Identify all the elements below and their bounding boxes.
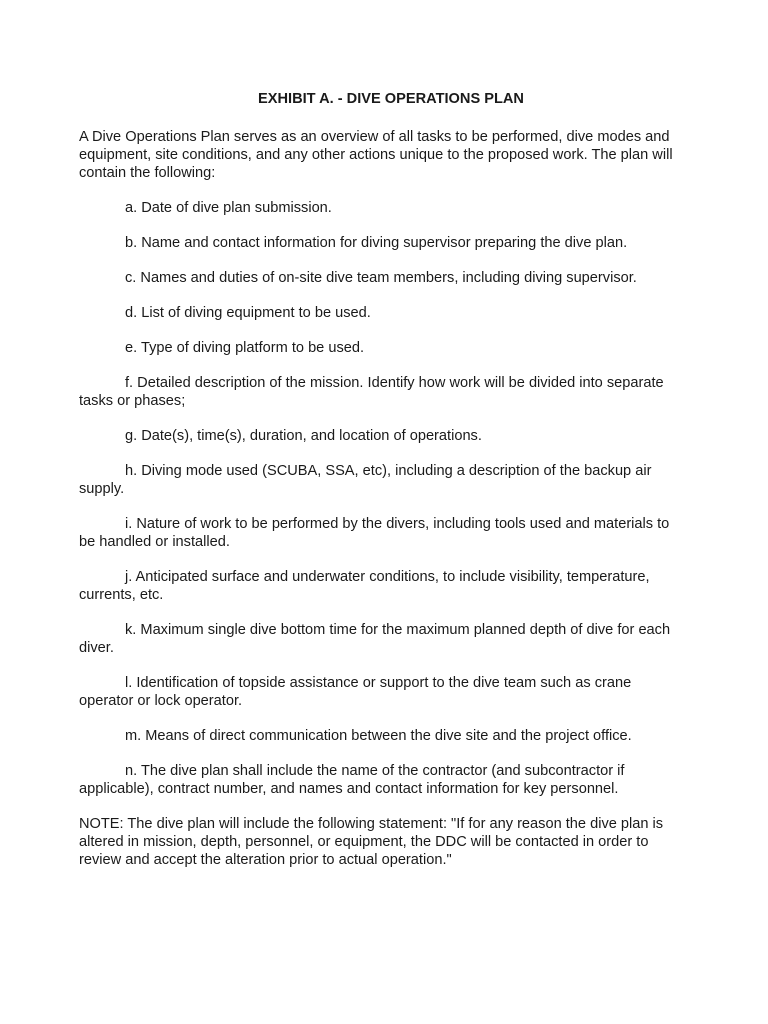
note-paragraph: NOTE: The dive plan will include the following statement: "If for any reason the dive plan is altered in mission, depth, personnel, or equipment, the DDC will be contacted in order to review and accept the alteration prior to actual operation." (79, 816, 664, 868)
intro-paragraph: A Dive Operations Plan serves as an overview of all tasks to be performed, dive modes and equipment, site conditions, and any other actions unique to the proposed work. The plan will contain the following: (79, 129, 673, 181)
list-item-k: k. Maximum single dive bottom time for the maximum planned depth of dive for each diver. (79, 622, 671, 656)
list-item-d: d. List of diving equipment to be used. (125, 305, 371, 321)
list-item-i: i. Nature of work to be performed by the divers, including tools used and materials to be handled or installed. (79, 516, 670, 550)
list-item-c: c. Names and duties of on-site dive team members, including diving supervisor. (125, 270, 637, 286)
list-item-j: j. Anticipated surface and underwater conditions, to include visibility, temperature, currents, etc. (79, 569, 650, 603)
list-item-l: l. Identification of topside assistance or support to the dive team such as crane operator or lock operator. (79, 675, 632, 709)
document-title: EXHIBIT A. - DIVE OPERATIONS PLAN (258, 91, 524, 107)
list-item-g: g. Date(s), time(s), duration, and location of operations. (125, 428, 482, 444)
list-item-a: a. Date of dive plan submission. (125, 200, 332, 216)
document-page (79, 90, 689, 869)
list-item-n: n. The dive plan shall include the name of the contractor (and subcontractor if applicable), contract number, and names and contact information for key personnel. (79, 763, 625, 797)
list-item-h: h. Diving mode used (SCUBA, SSA, etc), including a description of the backup air supply. (79, 463, 652, 497)
list-item-m: m. Means of direct communication between the dive site and the project office. (125, 728, 632, 744)
list-item-f: f. Detailed description of the mission. Identify how work will be divided into separate tasks or phases; (79, 375, 664, 409)
list-item-b: b. Name and contact information for diving supervisor preparing the dive plan. (125, 235, 628, 251)
list-item-e: e. Type of diving platform to be used. (125, 340, 365, 356)
